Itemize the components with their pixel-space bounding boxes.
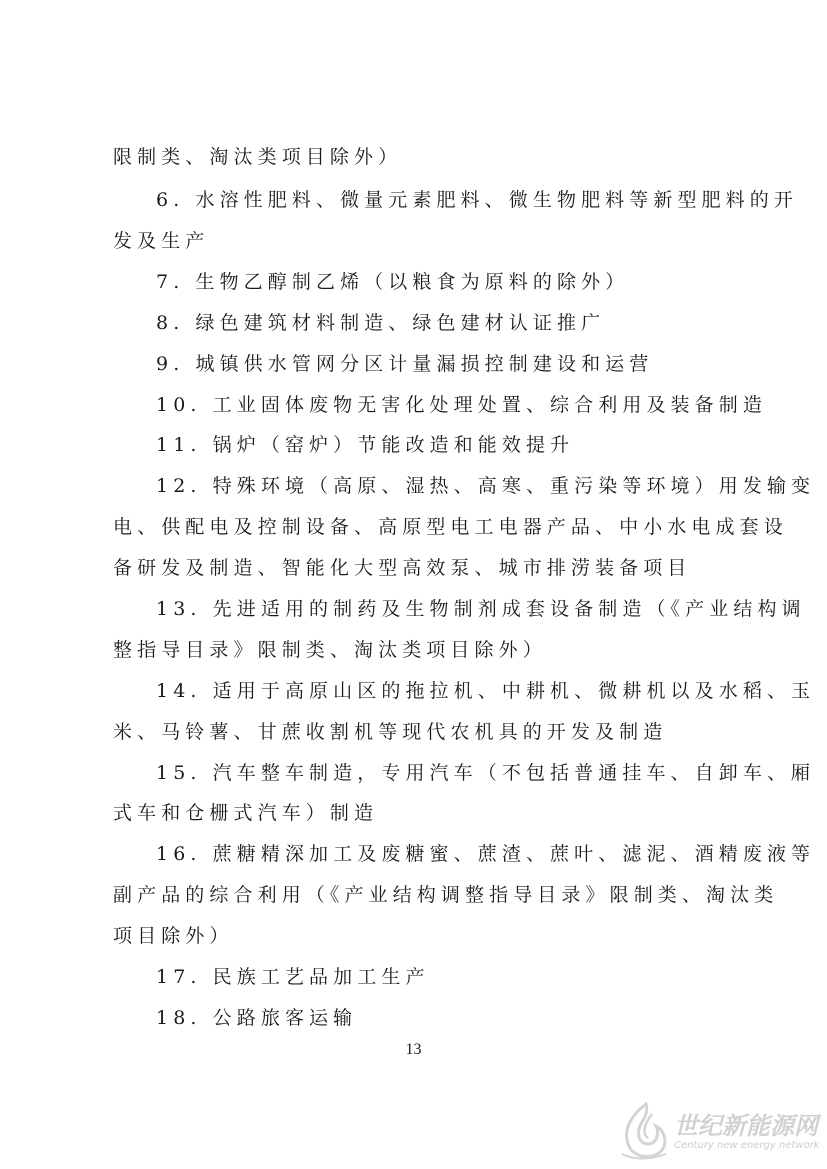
list-item-6-cont: 发及生产 xyxy=(113,230,210,252)
list-item-18: 18. 公路旅客运输 xyxy=(156,1007,358,1029)
list-item-14-cont: 米、马铃薯、甘蔗收割机等现代农机具的开发及制造 xyxy=(113,721,668,743)
text-line-continuation: 限制类、淘汰类项目除外） xyxy=(113,146,403,168)
list-item-10: 10. 工业固体废物无害化处理处置、综合利用及装备制造 xyxy=(156,394,767,416)
list-item-7: 7. 生物乙醇制乙烯（以粮食为原料的除外） xyxy=(156,271,630,293)
list-item-16: 16. 蔗糖精深加工及废糖蜜、蔗渣、蔗叶、滤泥、酒精废液等 xyxy=(156,843,816,865)
list-item-13: 13. 先进适用的制药及生物制剂成套设备制造（《产业结构调 xyxy=(156,598,806,620)
watermark-title: 世纪新能源网 xyxy=(674,1112,818,1140)
list-item-15: 15. 汽车整车制造，专用汽车（不包括普通挂车、自卸车、厢 xyxy=(156,762,816,784)
flame-swirl-icon xyxy=(616,1100,672,1162)
list-item-15-cont: 式车和仓栅式汽车）制造 xyxy=(113,802,379,824)
list-item-9: 9. 城镇供水管网分区计量漏损控制建设和运营 xyxy=(156,353,654,375)
list-item-12-cont-1: 电、供配电及控制设备、高原型电工电器产品、中小水电成套设 xyxy=(113,516,788,538)
watermark xyxy=(612,1100,822,1162)
watermark-subtitle: Century new energy network xyxy=(674,1140,820,1151)
list-item-6: 6. 水溶性肥料、微量元素肥料、微生物肥料等新型肥料的开 xyxy=(156,189,798,211)
page-number: 13 xyxy=(405,1041,422,1058)
list-item-17: 17. 民族工艺品加工生产 xyxy=(156,966,430,988)
list-item-12-cont-2: 备研发及制造、智能化大型高效泵、城市排涝装备项目 xyxy=(113,557,692,579)
list-item-11: 11. 锅炉（窑炉）节能改造和能效提升 xyxy=(156,434,575,456)
list-item-13-cont: 整指导目录》限制类、淘汰类项目除外） xyxy=(113,639,547,661)
list-item-14: 14. 适用于高原山区的拖拉机、中耕机、微耕机以及水稻、玉 xyxy=(156,680,816,702)
list-item-8: 8. 绿色建筑材料制造、绿色建材认证推广 xyxy=(156,312,606,334)
list-item-12: 12. 特殊环境（高原、湿热、高寒、重污染等环境）用发输变 xyxy=(156,475,816,497)
list-item-16-cont-2: 项目除外） xyxy=(113,925,234,947)
list-item-16-cont-1: 副产品的综合利用（《产业结构调整指导目录》限制类、淘汰类 xyxy=(113,884,779,906)
